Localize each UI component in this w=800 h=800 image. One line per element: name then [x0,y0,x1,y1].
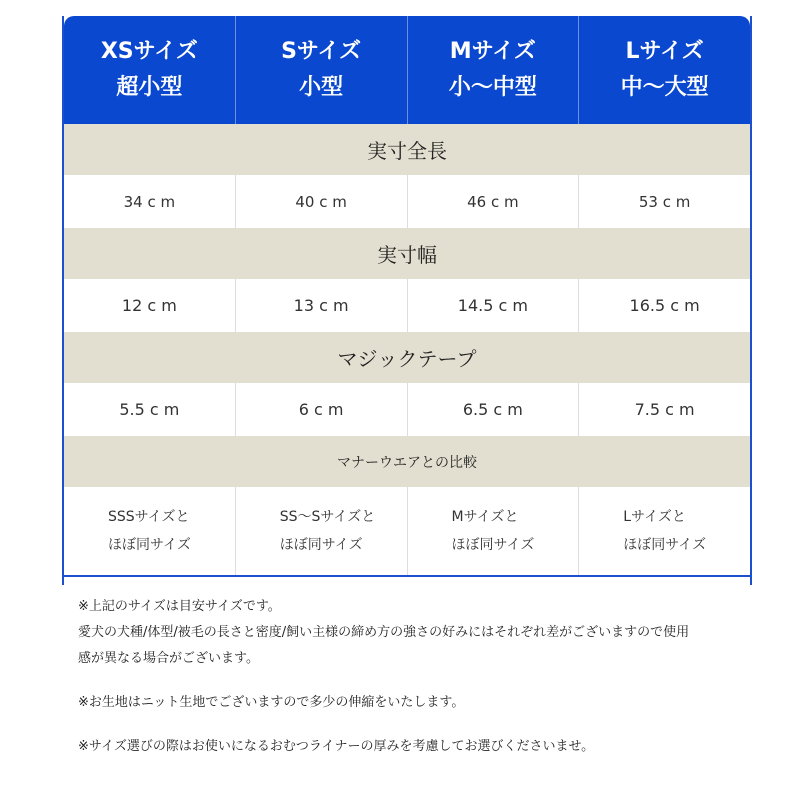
table-cell: 7.5 c m [634,400,695,419]
cell-line: ほぼ同サイズ [623,537,707,553]
table-row-width [64,279,750,332]
header-size-label: Lサイズ [625,39,704,64]
cell-line: ほぼ同サイズ [279,537,363,553]
table-cell: 34 c m [64,175,236,228]
header-xs [64,16,236,124]
table-cell: 12 c m [64,279,236,332]
table-cell: 13 c m [236,279,408,332]
section-title-length: 実寸全長 [64,124,750,175]
notes-block [78,594,758,760]
table-cell: 46 c m [408,175,580,228]
section-title-width: 実寸幅 [64,228,750,279]
size-header-row [64,16,750,124]
cell-line: Mサイズと [451,509,519,525]
table-cell: 5.5 c m [64,383,236,436]
table-cell: 14.5 c m [408,279,580,332]
table-cell: 6.5 c m [408,383,580,436]
table-cell: 16.5 c m [629,296,700,315]
note-line: ※サイズ選びの際はお使いになるおむつライナーの厚みを考慮してお選びくださいませ。 [78,739,595,754]
table-cell: 6 c m [236,383,408,436]
note-line: 感が異なる場合がございます。 [78,651,259,666]
header-m [408,16,580,124]
header-l [579,16,750,124]
table-cell: 53 c m [638,192,691,211]
table-cell [408,487,580,575]
table-row-velcro [64,383,750,436]
header-type-label: 超小型 [116,75,183,100]
header-size-label: Sサイズ [281,39,362,64]
header-type-label: 小型 [299,75,344,100]
header-type-label: 小～中型 [448,75,537,100]
note-line: ※上記のサイズは目安サイズです。 [78,599,281,614]
note-line: 愛犬の犬種/体型/被毛の長さと密度/飼い主様の締め方の強さの好みにはそれぞれ差がございますので使用 [78,625,690,640]
cell-line: Lサイズと [623,509,686,525]
note-line: ※お生地はニット生地でございますので多少の伸縮をいたします。 [78,695,465,710]
size-table [62,16,752,585]
table-row-comparison [64,487,750,575]
cell-line: ほぼ同サイズ [108,537,191,553]
section-title-comparison: マナーウエアとの比較 [64,436,750,487]
cell-line: SSSサイズと [108,509,190,525]
header-size-label: XSサイズ [100,39,198,64]
cell-line: ほぼ同サイズ [451,537,535,553]
table-bottom-border [64,575,750,585]
header-s [236,16,408,124]
header-type-label: 中～大型 [620,75,709,100]
section-title-velcro: マジックテープ [64,332,750,383]
cell-line: SS～Sサイズと [279,509,376,525]
table-cell [64,487,236,575]
table-row-length [64,175,750,228]
header-size-label: Mサイズ [449,39,536,64]
table-cell: 40 c m [236,175,408,228]
table-cell [236,487,408,575]
table-cell [579,487,750,575]
